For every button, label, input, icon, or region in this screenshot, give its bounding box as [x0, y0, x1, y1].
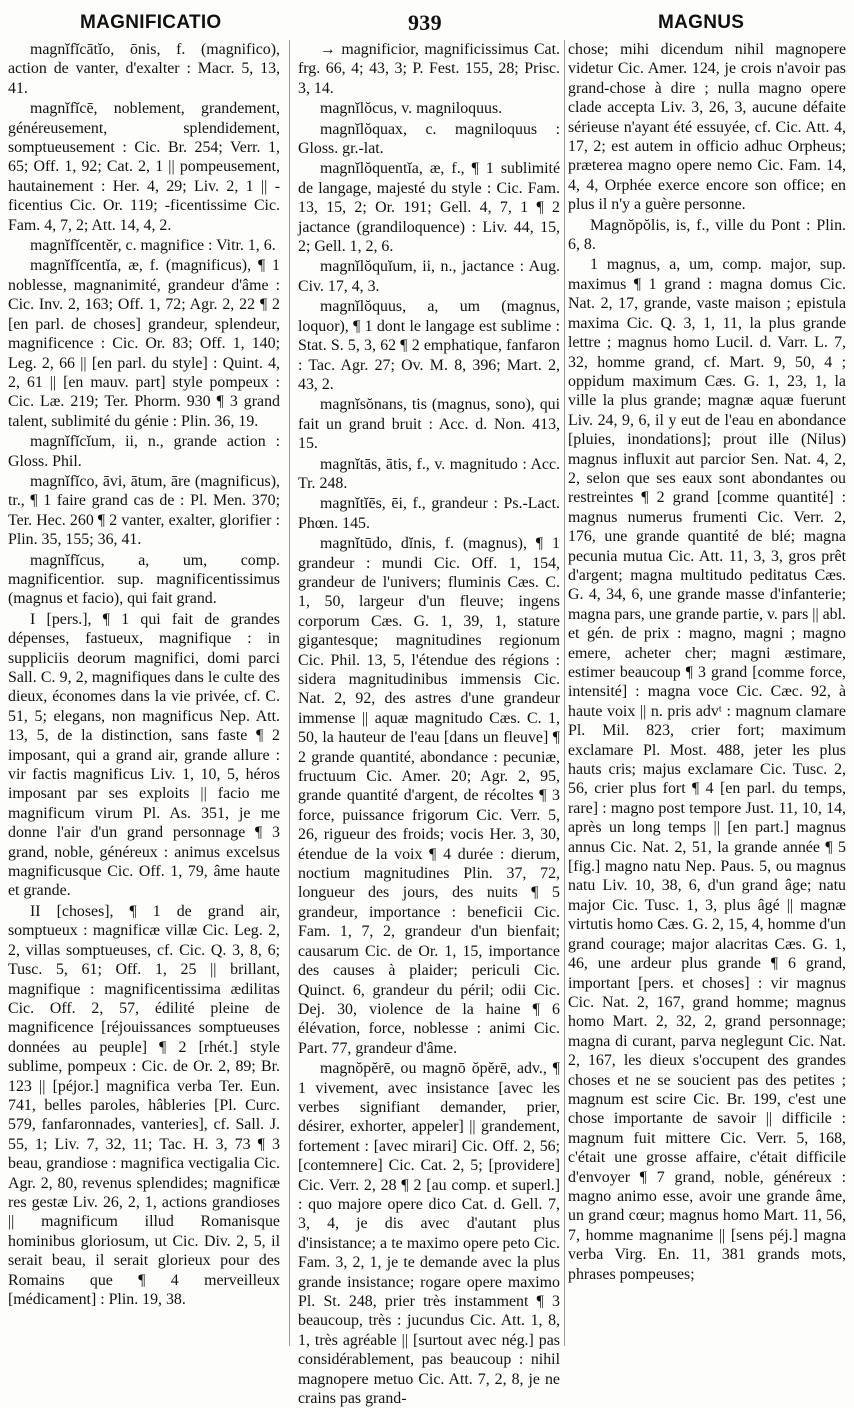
dictionary-entry: magnĭfĭcentĕr, c. magnifice : Vitr. 1, 6. — [30, 237, 276, 255]
dictionary-entry: magnĭlŏquĭum, ii, n., jactance : Aug. Civ. 17, 4, 3. — [298, 258, 560, 295]
dictionary-entry: magnĭtūdo, dĭnis, f. (magnus), ¶ 1 grandeur : mundi Cic. Off. 1, 154, grandeur de l'univers; fluminis Cæs. C. 1, 50, largeur d'un fleuve; ingens corporum Cæs. G. 1, 39, 1, stature gigantesque; magnitudines regionum Cic. Phil. 13, 5, l'étendue des régions : sidera magnitudinibus immensis Cic. Nat. 2, 92, des astres d'une grandeur immense || aquæ magnitudo Cæs. C. 1, 50, la hauteur de l'eau [dans un fleuve] ¶ 2 grande quantité, abondance : pecuniæ, fructuum Cic. Amer. 20; Agr. 2, 95, grande quantité d'argent, de récoltes ¶ 3 force, puissance frigorum Cic. Verr. 5, 26, rigueur des froids; vocis Her. 3, 30, étendue de la voix ¶ 4 durée : dierum, noctium magnitudines Plin. 37, 72, longueur des jours, des nuits ¶ 5 grandeur, importance : beneficii Cic. Fam. 1, 7, 2, grandeur d'un bienfait; causarum Cic. de Or. 1, 15, importance des causes à plaider; periculi Cic. Quinct. 6, grandeur du péril; odii Cic. Dej. 30, violence de la haine ¶ 6 élévation, force, noblesse : animi Cic. Part. 77, grandeur d'âme. — [298, 535, 560, 1057]
dictionary-entry: magnĭfĭcātĭo, ōnis, f. (magnifico), action de vanter, d'exalter : Macr. 5, 13, 41. — [8, 41, 280, 97]
dictionary-entry: magnĭlŏcus, v. magniloquus. — [320, 100, 503, 118]
column-3 — [568, 40, 846, 1346]
dictionary-entry: magnĭfĭcentĭa, æ, f. (magnificus), ¶ 1 noblesse, magnanimité, grandeur d'âme : Cic. Inv. 2, 163; Off. 1, 72; Agr. 2, 22 ¶ 2 [en parl. de choses] grandeur, splendeur, magnificence : Cic. Or. 83; Off. 1, 140; Leg. 2, 66 || [en parl. du style] : Quint. 4, 2, 61 || [en mauv. part] style pompeux : Cic. Læ. 219; Ter. Phorm. 930 ¶ 3 grand talent, sublimité du génie : Plin. 36, 19. — [8, 257, 280, 430]
dictionary-entry: magnŏpĕrē, ou magnō ŏpĕrē, adv., ¶ 1 vivement, avec insistance [avec les verbes signifiant demander, prier, désirer, exhorter, appeler] || grandement, fortement : [avec mirari] Cic. Off. 2, 56; [contemnere] Cic. Cat. 2, 5; [providere] Cic. Verr. 2, 28 ¶ 2 [au comp. et superl.] : quo majore opere dico Cat. d. Gell. 7, 3, 4, je dis avec d'autant plus d'insistance; a te maximo opere peto Cic. Fam. 3, 2, 1, je te demande avec la plus grande insistance; rogare opere maximo Pl. St. 248, prier très instamment ¶ 3 beaucoup, très : jucundus Cic. Att. 1, 8, 1, très agréable || [surtout avec nég.] pas considérablement, pas beaucoup : nihil magnopere metuo Cic. Att. 7, 2, 8, je ne crains pas grand- — [298, 1060, 560, 1408]
dictionary-entry: magnĭlŏquentĭa, æ, f., ¶ 1 sublimité de langage, majesté du style : Cic. Fam. 13, 15, 2; Or. 191; Gell. 4, 7, 1 ¶ 2 jactance (grandiloquence) : Liv. 44, 15, 2; Gell. 1, 2, 6. — [298, 160, 560, 256]
dictionary-entry: magnĭtĭēs, ēi, f., grandeur : Ps.-Lact. Phœn. 145. — [298, 495, 560, 532]
dictionary-entry: magnĭtās, ātis, f., v. magnitudo : Acc. Tr. 248. — [298, 455, 560, 492]
running-header — [0, 8, 854, 38]
column-divider — [289, 40, 290, 1346]
dictionary-entry: magnĭfĭcĭum, ii, n., grande action : Gloss. Phil. — [8, 433, 280, 470]
dictionary-entry: magnĭfĭcē, noblement, grandement, généreusement, splendidement, somptueusement : Cic. Br. 254; Verr. 1, 65; Off. 1, 92; Cat. 2, 1 || pompeusement, hautainement : Her. 4, 29; Liv. 2, 1 || -ficentius Cic. Or. 119; -ficentissime Cic. Fam. 4, 7, 2; Att. 14, 4, 2. — [8, 100, 280, 234]
header-left-guide-word: MAGNIFICATIO — [80, 12, 222, 33]
column-2 — [298, 40, 560, 1408]
dictionary-entry: Magnŏpŏlis, is, f., ville du Pont : Plin. 6, 8. — [568, 216, 846, 254]
dictionary-entry: → magnificior, magnificissimus Cat. frg. 66, 4; 43, 3; P. Fest. 155, 28; Prisc. 3, 14. — [298, 41, 560, 97]
dictionary-entry: magnĭlŏquax, c. magniloquus : Gloss. gr.-lat. — [298, 120, 560, 158]
dictionary-entry: chose; mihi dicendum nihil magnopere videtur Cic. Amer. 124, je crois n'avoir pas grand-chose à dire ; nulla magno opere clade accepta Liv. 3, 26, 3, aucune défaite sérieuse n'ayant été essuyée, cf. Cic. Att. 4, 17, 2; est autem in officio adhuc Orpheus; præterea magno opere nemo Cic. Fam. 14, 4, 4, Orphée exerce encore son office; en plus il n'y a guère personne. — [568, 41, 846, 214]
dictionary-entry: 1 magnus, a, um, comp. major, sup. maximus ¶ 1 grand : magna domus Cic. Nat. 2, 17, grande, vaste maison ; epistula maxima Cic. Q. 3, 1, 11, la plus grande lettre ; magnus homo Lucil. d. Varr. L. 7, 32, homme grand, cf. Mart. 9, 50, 4 ; oppidum maximum Cæs. G. 1, 23, 1, la ville la plus grande; magnæ aquæ fuerunt Liv. 24, 9, 6, il y eut de l'eau en abondance [pluies, inondations]; prout ille (Nilus) magnus influxit aut parcior Sen. Nat. 4, 2, 2, selon que ses eaux sont abondantes ou restreintes ¶ 2 grand [comme quantité] : magnus numerus frumenti Cic. Verr. 2, 176, une grande quantité de blé; magna pecunia mutua Cic. Att. 11, 3, 3, gros prêt d'argent; magna multitudo peditatus Cæs. G. 4, 34, 6, une grande masse d'infanterie; magna pars, une grande partie, v. pars || abl. et gén. de prix : magno, magni ; magno emere, acheter cher; magni æstimare, estimer beaucoup ¶ 3 grand [comme force, intensité] : magna voce Cic. Cæc. 92, à haute voix || n. pris advᵗ : magnum clamare Pl. Mil. 823, crier fort; maximum exclamare Pl. Most. 488, jeter les plus hauts cris; majus exclamare Cic. Tusc. 2, 56, crier plus fort ¶ 4 [en parl. du temps, rare] : magno post tempore Just. 11, 10, 14, après un long temps || [en part.] magnus annus Cic. Nat. 2, 51, la grande année ¶ 5 [fig.] magno natu Nep. Paus. 5, ou magnus natu Liv. 10, 38, 6, d'un grand âge; natu major Cic. Tusc. 1, 3, plus âgé || magnæ virtutis homo Cæs. G. 2, 15, 4, homme d'un grand courage; major alacritas Cæs. G. 1, 46, une ardeur plus grande ¶ 6 grand, important [pers. et choses] : vir magnus Cic. Nat. 2, 167, grand homme; magnus homo Mart. 2, 32, 2, grand personnage; magna di curant, parva neglegunt Cic. Nat. 2, 167, les dieux s'occupent des grandes choses et ne se soucient pas des petites ; magnum est scire Cic. Br. 199, c'est une chose importante de savoir || difficile : magnum fuit mittere Cic. Verr. 5, 168, c'était une grosse affaire, c'était difficile d'envoyer ¶ 7 grand, noble, généreux : magno animo esse, avoir une grande âme, un grand cœur; magnus homo Mart. 11, 56, 7, homme magnanime || [sens péj.] magna verba Virg. En. 11, 381 grands mots, phrases pompeuses; — [568, 256, 847, 1283]
dictionary-entry: magnĭfĭcus, a, um, comp. magnificentior. sup. magnificentissimus (magnus et facio), qui fait grand. — [8, 551, 280, 608]
page-number: 939 — [408, 10, 442, 35]
column-1 — [8, 40, 280, 1346]
column-divider — [564, 40, 565, 1346]
dictionary-entry: magnĭlŏquus, a, um (magnus, loquor), ¶ 1 dont le langage est sublime : Stat. S. 5, 3, 62 ¶ 2 emphatique, fanfaron : Tac. Agr. 27; Ov. M. 8, 396; Mart. 2, 43, 2. — [298, 298, 560, 393]
dictionary-entry: I [pers.], ¶ 1 qui fait de grandes dépenses, fastueux, magnifique : in suppliciis deorum magnifici, domi parci Sall. C. 9, 2, magnifiques dans le culte des dieux, économes dans la vie privée, cf. C. 51, 5; elegans, non magnificus Nep. Att. 13, 5, de la distinction, sans faste ¶ 2 imposant, qui a grand air, grande allure : vir factis magnificus Liv. 1, 10, 5, héros imposant par ses exploits || facio me magnificum virum Pl. As. 351, je me donne l'air d'un grand personnage ¶ 3 grand, noble, généreux : animus excelsus magnificusque Cic. Off. 1, 79, âme haute et grande. — [8, 610, 280, 900]
dictionary-entry: magnĭfĭco, āvi, ātum, āre (magnificus), tr., ¶ 1 faire grand cas de : Pl. Men. 370; Ter. Hec. 260 ¶ 2 vanter, exalter, glorifier : Plin. 35, 155; 36, 41. — [8, 472, 280, 549]
header-right-guide-word: MAGNUS — [658, 12, 745, 33]
dictionary-entry: II [choses], ¶ 1 de grand air, somptueux : magnificæ villæ Cic. Leg. 2, 2, villas somptueuses, cf. Cic. Q. 3, 8, 6; Tusc. 5, 61; Off. 1, 25 || brillant, magnifique : magnificentissima ædilitas Cic. Off. 2, 57, édilité pleine de magnificence [réjouissances somptueuses données au peuple] ¶ 2 [rhét.] style sublime, pompeux : Cic. de Or. 2, 89; Br. 123 || [péjor.] magnifica verba Ter. Eun. 741, belles paroles, hâbleries [Pl. Curc. 579, fanfaronnades, vanteries], cf. Sall. J. 55, 1; Liv. 7, 32, 11; Tac. H. 3, 73 ¶ 3 beau, grandiose : magnifica vectigalia Cic. Agr. 2, 80, revenus splendides; magnificæ res gestæ Liv. 26, 2, 1, actions grandioses || magnificum illud Romanisque hominibus gloriosum, ut Cic. Div. 2, 5, il serait beau, il serait glorieux pour des Romains que ¶ 4 merveilleux [médicament] : Plin. 19, 38. — [8, 902, 280, 1308]
dictionary-entry: magnĭsŏnans, tis (magnus, sono), qui fait un grand bruit : Acc. d. Non. 413, 15. — [298, 396, 560, 453]
